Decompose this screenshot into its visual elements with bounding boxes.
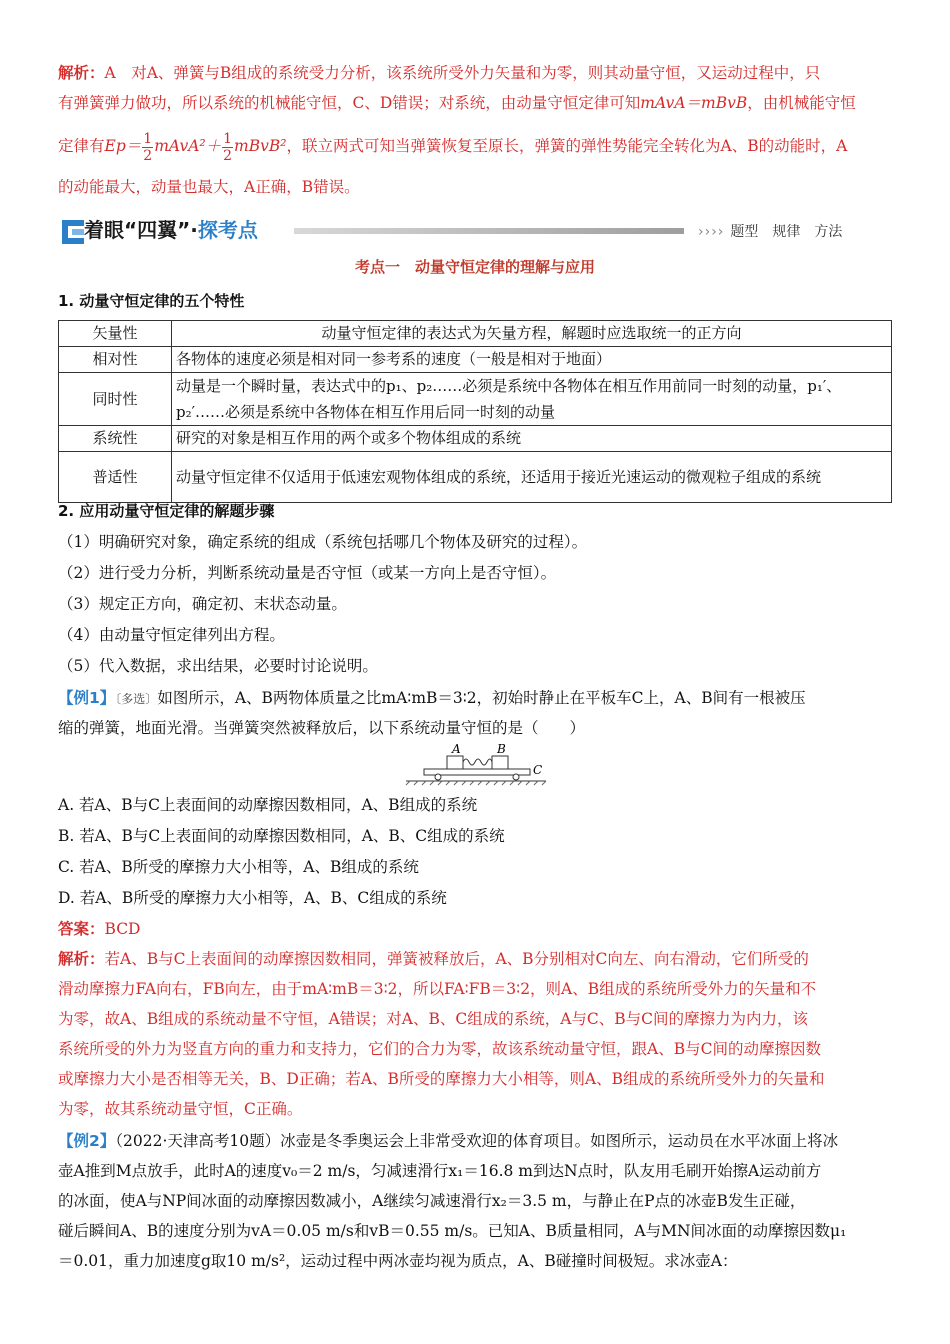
example2-line: 的冰面，使A与NP间冰面的动摩擦因数减小，A继续匀减速滑行x₂＝3.5 m，与静止在P点的冰壶B发生正碰， (58, 1192, 806, 1210)
analysis1-label: 解析： (58, 63, 105, 82)
table-row: 矢量性 动量守恒定律的表达式为矢量方程，解题时应选取统一的正方向 (59, 321, 892, 347)
example1-analysis-line: 为零，故其系统动量守恒，C正确。 (58, 1100, 303, 1118)
banner-divider (294, 228, 684, 234)
ground-hatch (406, 781, 546, 785)
analysis2-label: 解析： (58, 949, 105, 968)
example1-analysis-line: 解析：若A、B与C上表面间的动摩擦因数相同，弹簧被释放后，A、B分别相对C向左、向右滑动，它们所受的 (58, 949, 809, 968)
banner-tag-2: 规律 (772, 224, 801, 240)
section-title: 考点一 动量守恒定律的理解与应用 (354, 258, 595, 276)
example1-label: 【例1】 (58, 689, 116, 707)
analysis1-text4: 的动能最大，动量也最大，A正确，B错误。 (58, 178, 360, 196)
table-row: 普适性 动量守恒定律不仅适用于低速宏观物体组成的系统，还适用于接近光速运动的微观粒子组成的系统 (59, 452, 892, 503)
wheel-left (435, 774, 441, 780)
example2-label: 【例2】 (58, 1132, 116, 1150)
analysis1-text2b: ，由机械能守恒 (747, 94, 856, 112)
option-b: B. 若A、B与C上表面间的动摩擦因数相同，A、B、C组成的系统 (58, 827, 505, 845)
example1-answer (58, 914, 140, 944)
analysis1-text3b: ，联立两式可知当弹簧恢复至原长，弹簧的弹性势能完全转化为A、B的动能时，A (286, 137, 848, 155)
analysis1-term1: mAvA²＋ (154, 137, 222, 155)
analysis1-text3a: 定律有 (58, 137, 105, 155)
analysis1-text2a: 有弹簧弹力做功，所以系统的机械能守恒，C、D错误；对系统，由动量守恒定律可知 (58, 94, 641, 112)
option-c: C. 若A、B所受的摩擦力大小相等，A、B组成的系统 (58, 858, 419, 876)
example1-analysis-line: 为零，故A、B组成的系统动量不守恒，A错误；对A、B、C组成的系统，A与C、B与C间的摩擦力为内力，该 (58, 1010, 809, 1028)
answer-value: BCD (104, 920, 141, 938)
figure-label-b: B (497, 742, 506, 756)
answer-label: 答案： (58, 919, 105, 938)
spring (463, 759, 492, 765)
heading-solving-steps: 2. 应用动量守恒定律的解题步骤 (58, 502, 275, 520)
analysis1-line3 (58, 128, 847, 164)
wheel-right (513, 774, 519, 780)
fraction-half-1: $\frac{1}{2}$ (143, 130, 153, 164)
figure-label-a: A (452, 742, 461, 756)
banner-arrows-icon: ›››› (698, 224, 725, 240)
example1-analysis-line: 或摩擦力大小是否相等无关，B、D正确；若A、B所受的摩擦力大小相等，则A、B组成的系统所受外力的矢量和 (58, 1070, 825, 1088)
example1-line1 (58, 683, 806, 714)
step-item: （3）规定正方向，确定初、末状态动量。 (58, 595, 347, 613)
step-item: （4）由动量守恒定律列出方程。 (58, 626, 285, 644)
analysis1-line1 (58, 58, 820, 88)
example2-line: 【例2】（2022·天津高考10题）冰壶是冬季奥运会上非常受欢迎的体育项目。如图所示，运动员在水平冰面上将冰 (58, 1132, 839, 1150)
example2-line: ＝0.01，重力加速度g取10 m/s²，运动过程中两冰壶均视为质点，A、B碰撞时间极短。求冰壶A： (58, 1252, 738, 1270)
section-banner (58, 212, 890, 252)
example1-analysis-line: 滑动摩擦力FA向右，FB向左，由于mA∶mB＝3∶2，所以FA∶FB＝3∶2，则A、B组成的系统所受外力的矢量和不 (58, 980, 817, 998)
block-b (492, 756, 508, 769)
example1-analysis-line: 系统所受的外力为竖直方向的重力和支持力，它们的合力为零，故该系统动量守恒，跟A、B与C间的动摩擦因数 (58, 1040, 821, 1058)
analysis1-term2: mBvB² (234, 137, 287, 155)
example1-text1: 如图所示，A、B两物体质量之比mA∶mB＝3∶2，初始时静止在平板车C上，A、B间有一根被压 (157, 689, 806, 707)
table-row: 同时性 动量是一个瞬时量，表达式中的p₁、p₂……必须是系统中各物体在相互作用前同一时刻的动量，p₁′、p₂′……必须是系统中各物体在相互作用后同一时刻的动量 (59, 373, 892, 426)
heading-five-properties: 1. 动量守恒定律的五个特性 (58, 292, 245, 310)
figure-label-c: C (533, 763, 543, 777)
example2-line: 壶A推到M点放手，此时A的速度v₀＝2 m/s，匀减速滑行x₁＝16.8 m到达N点时，队友用毛刷开始擦A运动前方 (58, 1162, 822, 1180)
example2-line: 碰后瞬间A、B的速度分别为vA＝0.05 m/s和vB＝0.55 m/s。已知A、B质量相同，A与MN间冰面的动摩擦因数μ₁ (58, 1222, 847, 1240)
example1-line2: 缩的弹簧，地面光滑。当弹簧突然被释放后，以下系统动量守恒的是（ ） (58, 719, 586, 737)
analysis1-line4 (58, 172, 360, 202)
step-item: （1）明确研究对象，确定系统的组成（系统包括哪几个物体及研究的过程）。 (58, 533, 588, 551)
banner-tag-1: 题型 (730, 224, 759, 240)
analysis1-text1: A 对A、弹簧与B组成的系统受力分析，该系统所受外力矢量和为零，则其动量守恒，又运动过程中，只 (104, 64, 821, 82)
table-row: 相对性 各物体的速度必须是相对同一参考系的速度（一般是相对于地面） (59, 347, 892, 373)
step-item: （2）进行受力分析，判断系统动量是否守恒（或某一方向上是否守恒）。 (58, 564, 557, 582)
properties-table (58, 320, 892, 503)
analysis1-eq1: mAvA＝mBvB (640, 94, 748, 112)
table-row: 系统性 研究的对象是相互作用的两个或多个物体组成的系统 (59, 426, 892, 452)
fraction-half-2: $\frac{1}{2}$ (223, 130, 233, 164)
option-d: D. 若A、B所受的摩擦力大小相等，A、B、C组成的系统 (58, 889, 447, 907)
cart-spring-figure (400, 742, 550, 786)
analysis1-line2 (58, 88, 856, 118)
option-a: A. 若A、B与C上表面间的动摩擦因数相同，A、B组成的系统 (58, 796, 478, 814)
analysis1-eq2: Ep＝ (104, 137, 142, 155)
example1-tag: 〔多选〕 (115, 692, 158, 706)
step-item: （5）代入数据，求出结果，必要时讨论说明。 (58, 657, 378, 675)
banner-tags (698, 221, 842, 241)
banner-title: 着眼“四翼”·探考点 (84, 218, 258, 242)
block-a (447, 756, 463, 769)
banner-tag-3: 方法 (814, 224, 843, 240)
